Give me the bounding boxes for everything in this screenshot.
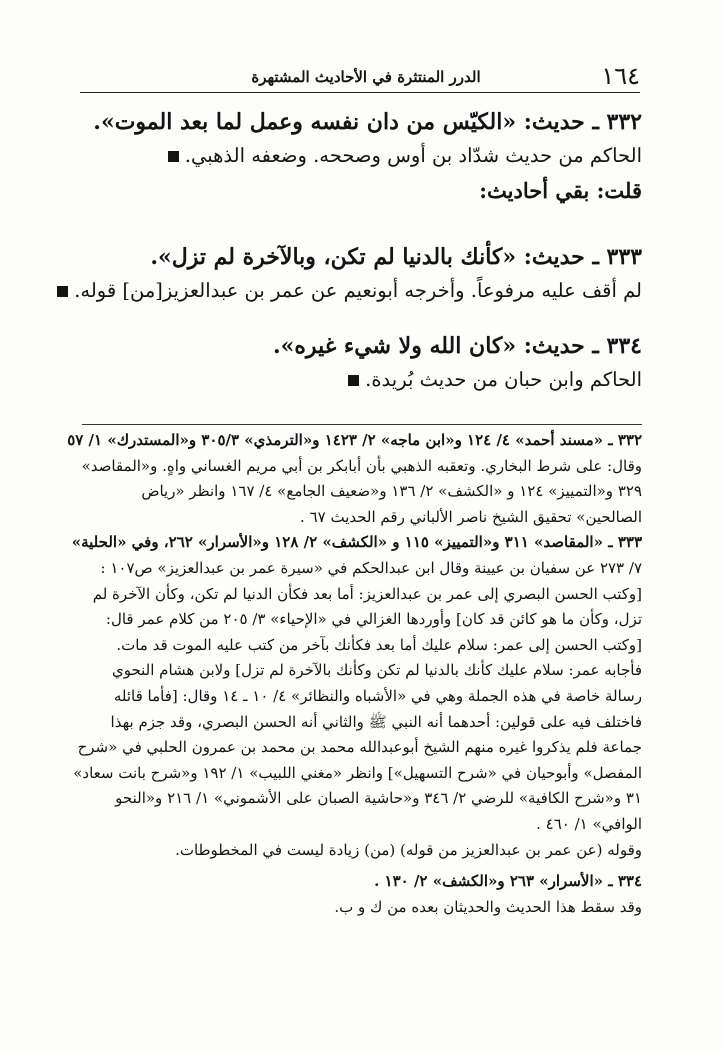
footnote-332-line: وقال: على شرط البخاري. وتعقبه الذهبي بأن أبابكر بن أبي مريم الغساني واهٍ. و«المقاصد» bbox=[81, 456, 642, 475]
footnote-separator bbox=[82, 424, 642, 425]
footnote-332-line: ٣٣٢ ـ «مسند أحمد» ٤/ ١٢٤ و«ابن ماجه» ٢/ ١٤٢٣ و«الترمذي» ٣٠٥/٣ و«المستدرك» ١/ ٥٧ bbox=[67, 431, 642, 449]
footnote-332-line: الصالحين» تحقيق الشيخ ناصر الألباني رقم الحديث ٦٧ . bbox=[300, 507, 642, 526]
end-marker-icon bbox=[348, 375, 359, 386]
hadith-332-heading: ٣٣٢ ـ حديث: «الكيّس من دان نفسه وعمل لما بعد الموت». bbox=[93, 109, 642, 135]
footnote-333-line: ٣١ و«شرح الكافية» للرضي ٢/ ٣٤٦ و«حاشية الصبان على الأشموني» ١/ ٢١٦ و«النحو bbox=[115, 789, 642, 808]
end-marker-icon bbox=[168, 151, 179, 162]
footnote-333-line: [وكتب الحسن البصري إلى عمر بن عبدالعزيز: أما بعد فكأن الدنيا لم تكن، وكأن الآخرة لم bbox=[92, 584, 642, 603]
section-heading: قلت: بقي أحاديث: bbox=[479, 178, 642, 203]
hadith-333-heading: ٣٣٣ ـ حديث: «كأنك بالدنيا لم تكن، وبالآخرة لم تزل». bbox=[150, 244, 642, 270]
footnote-333-line: المفصل» وأبوحيان في «شرح التسهيل»] وانظر «مغني اللبيب» ١/ ١٩٢ و«شرح بانت سعاد» bbox=[73, 763, 642, 782]
footnotes bbox=[67, 428, 642, 920]
footnote-333-line: فأجابه عمر: سلام عليك كأنك بالدنيا لم تكن وكأنك بالآخرة لم تزل] ولابن هشام النحوي bbox=[111, 661, 642, 680]
page-header bbox=[80, 62, 640, 93]
footnote-333-line: ٧/ ٢٧٣ عن سفيان بن عيينة وقال ابن عبدالحكم في «سيرة عمر بن عبدالعزيز» ص١٠٧ : bbox=[100, 558, 642, 577]
hadith-333-commentary bbox=[74, 275, 642, 306]
end-marker-icon bbox=[57, 286, 68, 297]
footnote-333-line: فاختلف فيه على قولين: أحدهما أنه النبي ﷺ والثاني أنه الحسن البصري، وقد جزم بهذا bbox=[110, 712, 642, 731]
running-title: الدرر المنتثرة في الأحاديث المشتهرة bbox=[251, 68, 481, 86]
hadith-332-commentary-text: الحاكم من حديث شدّاد بن أوس وصححه. وضعفه الذهبي. bbox=[184, 144, 642, 167]
footnote-333-line: تزل، وكأن ما هو كائن قد كان] وأوردها الغزالي في «الإحياء» ٣/ ٢٠٥ من كلام عمر قال: bbox=[105, 610, 642, 629]
hadith-333-commentary-text: لم أقف عليه مرفوعاً. وأخرجه أبونعيم عن عمر بن عبدالعزيز[من] قوله. bbox=[74, 279, 642, 302]
main-text bbox=[74, 104, 642, 395]
footnote-333-line: الوافي» ١/ ٤٦٠ . bbox=[536, 814, 642, 833]
footnote-333-line: جماعة فلم يذكروا غيره منهم الشيخ أبوعبدالله محمد بن محمد بن عمرون الحلبي في «شرح bbox=[77, 738, 642, 757]
hadith-332-commentary bbox=[82, 140, 642, 171]
footnote-334-line: وقد سقط هذا الحديث والحديثان بعده من ك و ب. bbox=[334, 897, 642, 916]
footnote-333-line: ٣٣٣ ـ «المقاصد» ٣١١ و«التمييز» ١١٥ و «الكشف» ٢/ ١٢٨ و«الأسرار» ٢٦٢، وفي «الحلية» bbox=[71, 533, 642, 552]
footnote-333-line: رسالة خاصة في هذه الجملة وهي في «الأشباه والنظائر» ٤/ ١٠ ـ ١٤ وقال: [فأما قائله bbox=[113, 686, 642, 705]
footnote-334-line: ٣٣٤ ـ «الأسرار» ٢٦٣ و«الكشف» ٢/ ١٣٠ . bbox=[374, 872, 642, 891]
hadith-334-heading: ٣٣٤ ـ حديث: «كان الله ولا شيء غيره». bbox=[273, 333, 642, 359]
footnote-332-line: ٣٢٩ و«التمييز» ١٢٤ و «الكشف» ٢/ ١٣٦ و«ضعيف الجامع» ٤/ ١٦٧ وانظر «رياض bbox=[141, 482, 642, 501]
page-number: ١٦٤ bbox=[601, 62, 640, 90]
hadith-334-commentary bbox=[82, 364, 642, 395]
hadith-334-commentary-text: الحاكم وابن حبان من حديث بُريدة. bbox=[365, 368, 642, 391]
footnote-333-line: [وكتب الحسن إلى عمر: سلام عليك أما بعد فكأنك بآخر من كتب عليه الموت قد مات. bbox=[116, 635, 642, 654]
footnote-333-line: وقوله (عن عمر بن عبدالعزيز من قوله) (من) زيادة ليست في المخطوطات. bbox=[175, 840, 642, 859]
